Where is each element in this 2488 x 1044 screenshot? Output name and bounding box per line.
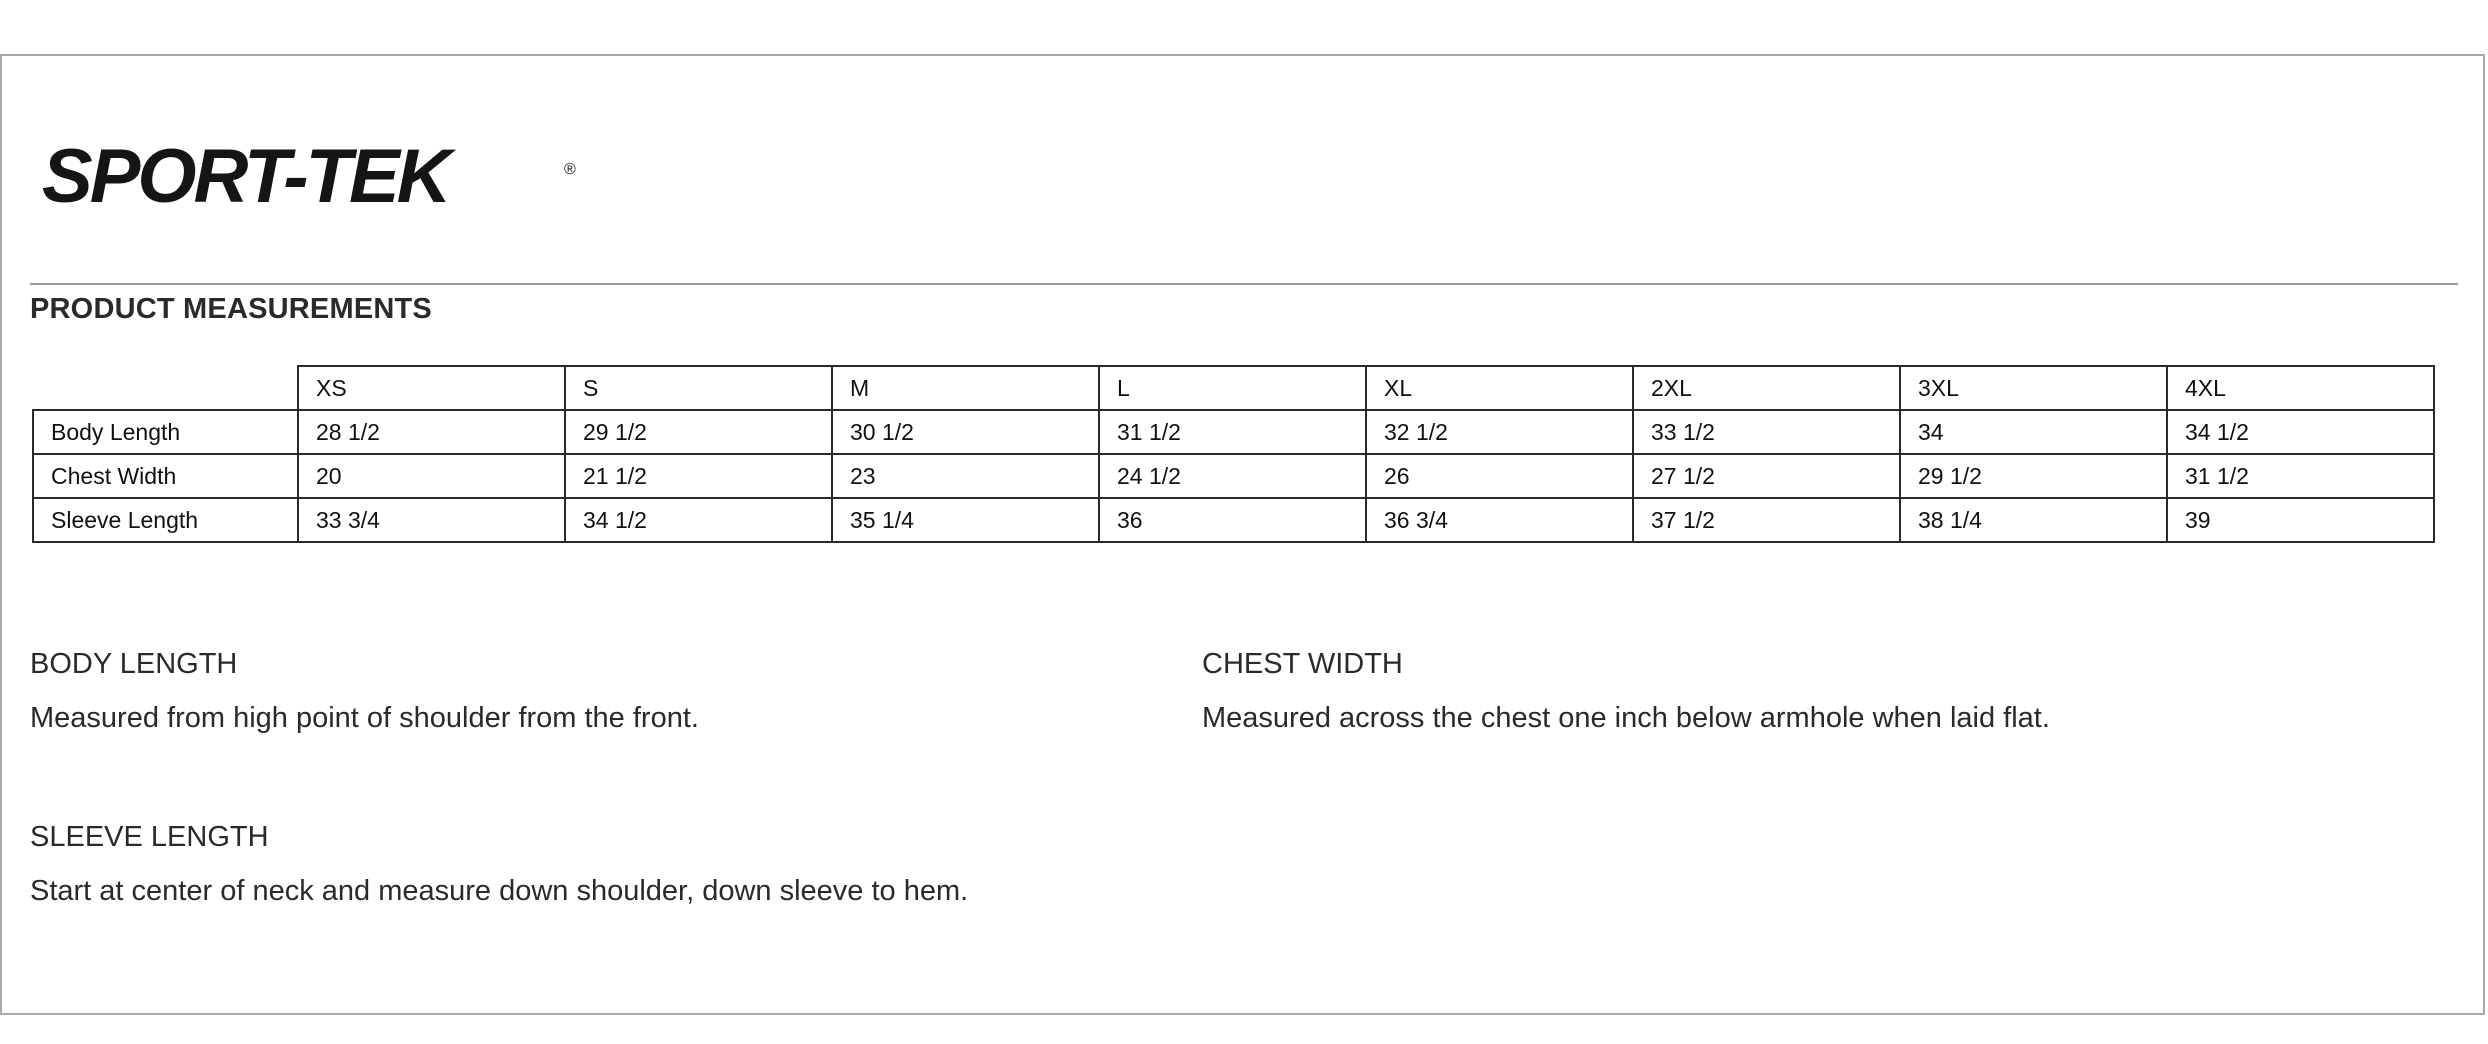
table-header-row [33,366,2434,410]
table-cell: 35 1/4 [832,498,1099,542]
table-cell: 34 [1900,410,2167,454]
table-cell: 29 1/2 [1900,454,2167,498]
chest-width-description: Measured across the chest one inch below armhole when laid flat. [1202,702,2050,734]
table-cell: 26 [1366,454,1633,498]
table-cell: 39 [2167,498,2434,542]
table-cell: 21 1/2 [565,454,832,498]
table-cell: 33 3/4 [298,498,565,542]
table-cell: 32 1/2 [1366,410,1633,454]
size-header: M [832,366,1099,410]
size-header: L [1099,366,1366,410]
table-cell: 36 [1099,498,1366,542]
table-cell: 29 1/2 [565,410,832,454]
size-header: XL [1366,366,1633,410]
body-length-heading: BODY LENGTH [30,648,238,680]
table-cell: 30 1/2 [832,410,1099,454]
table-cell: 20 [298,454,565,498]
size-header: 2XL [1633,366,1900,410]
chest-width-heading: CHEST WIDTH [1202,648,1403,680]
section-title: PRODUCT MEASUREMENTS [30,293,432,325]
table-cell: 31 1/2 [1099,410,1366,454]
brand-logo-graphic [42,142,582,210]
size-header: 3XL [1900,366,2167,410]
table-cell: 27 1/2 [1633,454,1900,498]
table-cell: 38 1/4 [1900,498,2167,542]
body-length-description: Measured from high point of shoulder from the front. [30,702,699,734]
row-label: Sleeve Length [33,498,298,542]
table-row [33,454,2434,498]
table-cell: 28 1/2 [298,410,565,454]
measurements-table [32,365,2435,543]
table-cell: 37 1/2 [1633,498,1900,542]
table-cell: 34 1/2 [565,498,832,542]
sport-tek-logo [42,142,582,210]
table-cell: 23 [832,454,1099,498]
size-header: XS [298,366,565,410]
table-cell: 24 1/2 [1099,454,1366,498]
table-row [33,410,2434,454]
sleeve-length-description: Start at center of neck and measure down shoulder, down sleeve to hem. [30,875,969,907]
table-corner-cell [33,366,298,410]
sleeve-length-heading: SLEEVE LENGTH [30,821,269,853]
table-cell: 36 3/4 [1366,498,1633,542]
table-cell: 34 1/2 [2167,410,2434,454]
row-label: Body Length [33,410,298,454]
table-cell: 33 1/2 [1633,410,1900,454]
table-row [33,498,2434,542]
row-label: Chest Width [33,454,298,498]
table-cell: 31 1/2 [2167,454,2434,498]
size-header: S [565,366,832,410]
size-header: 4XL [2167,366,2434,410]
registered-mark-icon: ® [564,161,576,178]
header-divider [30,283,2458,285]
logo-wordmark: SPORT-TEK [42,142,449,210]
